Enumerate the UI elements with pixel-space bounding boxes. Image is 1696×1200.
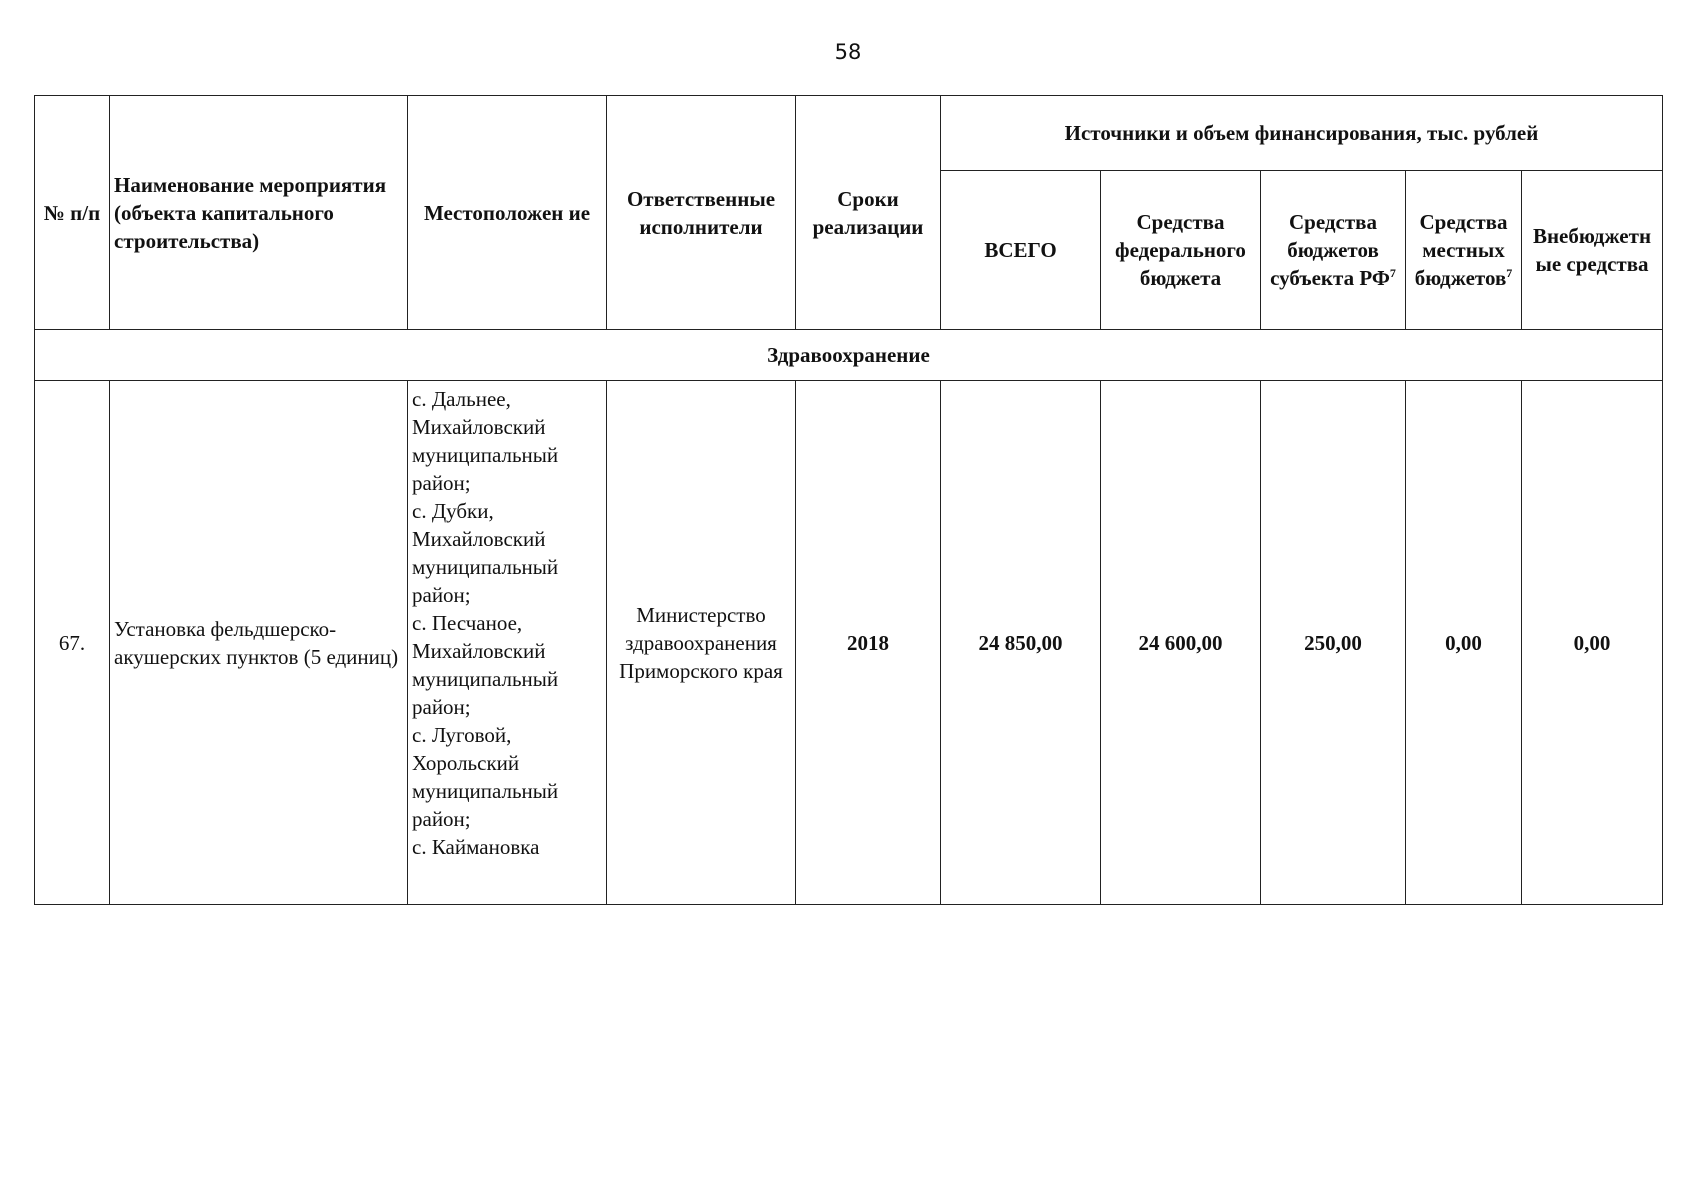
row-extra: 0,00	[1522, 381, 1663, 905]
header-federal: Средства федерального бюджета	[1101, 171, 1261, 330]
row-total: 24 850,00	[941, 381, 1101, 905]
location-line: Хорольский	[412, 751, 520, 775]
location-line: район;	[412, 695, 471, 719]
row-subject: 250,00	[1261, 381, 1406, 905]
location-line: район;	[412, 471, 471, 495]
row-federal: 24 600,00	[1101, 381, 1261, 905]
header-local	[1406, 171, 1522, 330]
header-num: № п/п	[35, 96, 110, 330]
location-line: муниципальный	[412, 779, 559, 803]
footnote-marker: 7	[1389, 266, 1396, 280]
location-line: с. Дубки,	[412, 499, 494, 523]
header-subject	[1261, 171, 1406, 330]
row-responsible: Министерство здравоохранения Приморского края	[607, 381, 796, 905]
header-location: Местоположен ие	[408, 96, 607, 330]
page-number: 58	[834, 40, 862, 64]
location-line: с. Песчаное,	[412, 611, 523, 635]
location-line: с. Каймановка	[412, 835, 540, 859]
row-name: Установка фельдшерско-акушерских пунктов (5 единиц)	[110, 381, 408, 905]
header-extra: Внебюджетн ые средства	[1522, 171, 1663, 330]
location-line: Михайловский	[412, 415, 546, 439]
header-name: Наименование мероприятия (объекта капитального строительства)	[110, 96, 408, 330]
location-line: Михайловский	[412, 527, 546, 551]
funding-table	[34, 95, 1663, 905]
footnote-marker: 7	[1506, 266, 1513, 280]
table-row	[35, 381, 1663, 905]
section-row	[35, 330, 1663, 381]
header-period: Сроки реализации	[796, 96, 941, 330]
location-line: муниципальный	[412, 555, 559, 579]
header-local-label: Средства местных бюджетов	[1414, 210, 1508, 290]
location-line: муниципальный	[412, 667, 559, 691]
section-title: Здравоохранение	[35, 330, 1663, 381]
location-line: муниципальный	[412, 443, 559, 467]
row-period: 2018	[796, 381, 941, 905]
header-row-top	[35, 96, 1663, 171]
location-line: с. Дальнее,	[412, 387, 511, 411]
row-num: 67.	[35, 381, 110, 905]
location-line: Михайловский	[412, 639, 546, 663]
row-local: 0,00	[1406, 381, 1522, 905]
header-total: ВСЕГО	[941, 171, 1101, 330]
location-line: район;	[412, 583, 471, 607]
location-line: с. Луговой,	[412, 723, 512, 747]
row-location	[408, 381, 607, 905]
header-subject-label: Средства бюджетов субъекта РФ	[1270, 210, 1390, 290]
location-line: район;	[412, 807, 471, 831]
header-responsible: Ответственные исполнители	[607, 96, 796, 330]
header-funding-group: Источники и объем финансирования, тыс. рублей	[941, 96, 1663, 171]
